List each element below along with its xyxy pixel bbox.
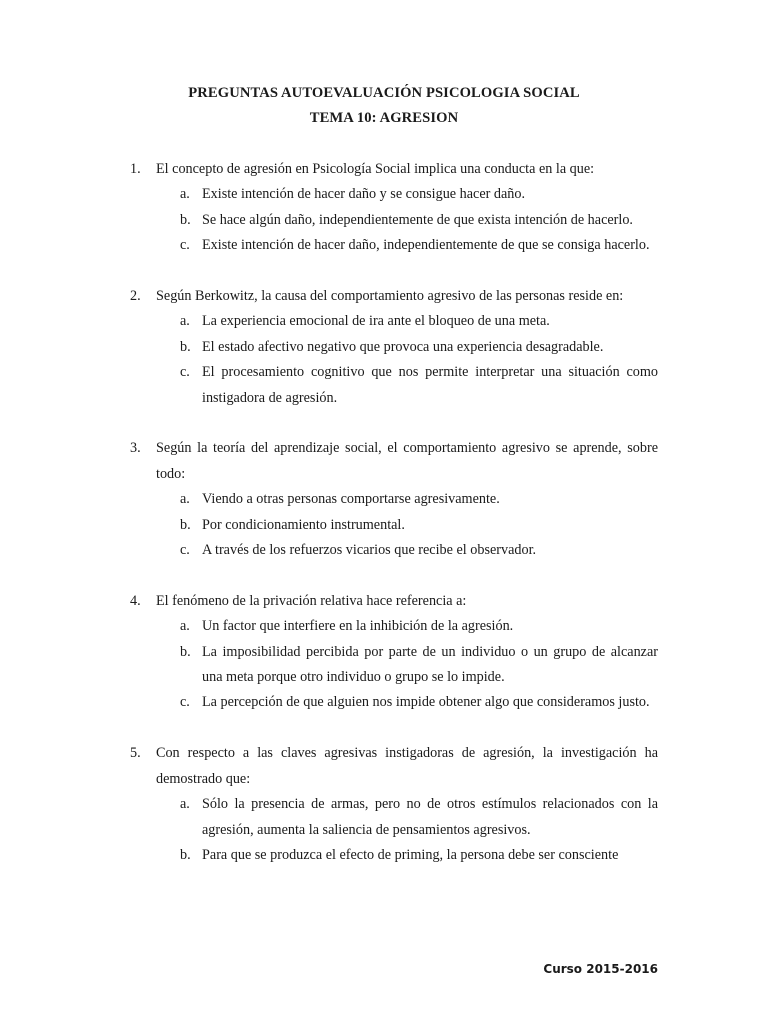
option-letter: a. [180, 186, 190, 203]
option-text: El procesamiento cognitivo que nos permite interpretar una situación como instigadora de agresión. [202, 364, 658, 406]
option-text: Por condicionamiento instrumental. [202, 516, 405, 533]
option-letter: b. [180, 211, 191, 228]
option-list [156, 792, 658, 868]
question-list [130, 157, 658, 894]
question-item [130, 436, 658, 563]
option-item [156, 614, 658, 639]
option-item [156, 233, 658, 258]
option-text: La percepción de que alguien nos impide obtener algo que consideramos justo. [202, 694, 650, 711]
option-letter: c. [180, 364, 190, 381]
question-number: 5. [130, 745, 141, 762]
question-text: El fenómeno de la privación relativa hace referencia a: [156, 592, 467, 609]
option-text: Sólo la presencia de armas, pero no de otros estímulos relacionados con la agresión, aumenta la saliencia de pensamientos agresivos. [202, 796, 658, 838]
question-item [130, 284, 658, 411]
option-letter: c. [180, 237, 190, 254]
option-text: Un factor que interfiere en la inhibición de la agresión. [202, 618, 514, 635]
question-item [130, 589, 658, 716]
option-text: Viendo a otras personas comportarse agresivamente. [202, 491, 500, 508]
option-item [156, 513, 658, 538]
option-text: Existe intención de hacer daño y se consigue hacer daño. [202, 186, 526, 203]
question-item [130, 741, 658, 868]
option-item [156, 360, 658, 411]
question-number: 4. [130, 592, 141, 609]
option-item [156, 538, 658, 563]
option-item [156, 640, 658, 691]
question-text: Con respecto a las claves agresivas instigadoras de agresión, la investigación ha demostrado que: [156, 745, 658, 787]
option-item [156, 309, 658, 334]
question-item [130, 157, 658, 259]
option-letter: a. [180, 618, 190, 635]
option-letter: c. [180, 542, 190, 559]
option-item [156, 792, 658, 843]
option-text: La imposibilidad percibida por parte de un individuo o un grupo de alcanzar una meta porque otro individuo o grupo se lo impide. [202, 643, 658, 686]
question-number: 2. [130, 288, 141, 305]
question-text: El concepto de agresión en Psicología Social implica una conducta en la que: [156, 161, 595, 177]
option-text: A través de los refuerzos vicarios que recibe el observador. [202, 542, 537, 559]
question-number: 3. [130, 440, 141, 457]
option-letter: a. [180, 313, 190, 330]
option-text: La experiencia emocional de ira ante el bloqueo de una meta. [202, 313, 550, 330]
option-item [156, 690, 658, 715]
document-title: PREGUNTAS AUTOEVALUACIÓN PSICOLOGIA SOCIAL [188, 85, 580, 101]
footer-course: Curso 2015-2016 [543, 962, 658, 976]
option-list [156, 614, 658, 716]
option-item [156, 335, 658, 360]
option-item [156, 182, 658, 207]
option-list [156, 309, 658, 411]
option-letter: b. [180, 516, 191, 533]
document-subtitle: TEMA 10: AGRESION [309, 110, 459, 126]
option-text: El estado afectivo negativo que provoca una experiencia desagradable. [202, 338, 604, 355]
option-list [156, 182, 658, 258]
option-text: Para que se produzca el efecto de priming, la persona debe ser consciente [202, 846, 619, 863]
question-text: Según Berkowitz, la causa del comportamiento agresivo de las personas reside en: [156, 288, 624, 305]
option-item [156, 208, 658, 233]
question-text: Según la teoría del aprendizaje social, el comportamiento agresivo se aprende, sobre todo: [156, 440, 658, 482]
option-text: Se hace algún daño, independientemente de que exista intención de hacerlo. [202, 211, 633, 228]
option-item [156, 487, 658, 512]
option-letter: c. [180, 694, 190, 711]
option-letter: a. [180, 796, 190, 813]
option-letter: a. [180, 491, 190, 508]
option-letter: b. [180, 643, 191, 660]
question-number: 1. [130, 161, 141, 177]
option-letter: b. [180, 338, 191, 355]
option-item [156, 843, 658, 868]
option-letter: b. [180, 846, 191, 863]
option-list [156, 487, 658, 563]
option-text: Existe intención de hacer daño, independientemente de que se consiga hacerlo. [202, 237, 650, 254]
